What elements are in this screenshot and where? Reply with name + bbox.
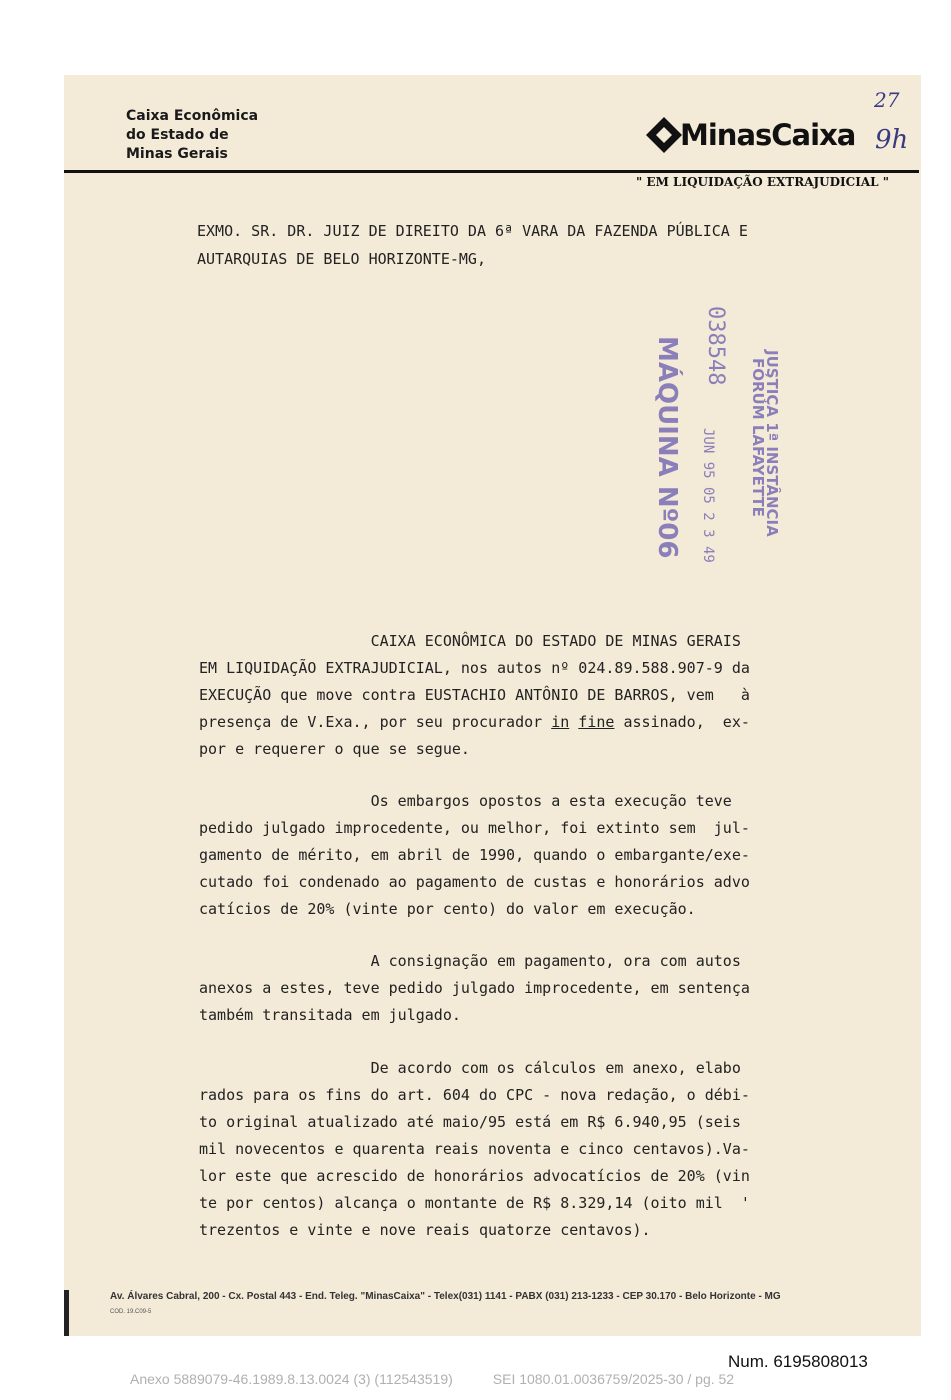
protocol-stamp xyxy=(643,300,783,590)
stamp-machine: MÁQUINA Nº06 xyxy=(652,336,682,559)
p3-line1: A consignação em pagamento, ora com autos xyxy=(199,952,741,970)
liquidation-status: " EM LIQUIDAÇÃO EXTRAJUDICIAL " xyxy=(636,175,890,189)
p4-line5: lor este que acrescido de honorários advocatícios de 20% (vin xyxy=(199,1167,750,1185)
sei-annotation xyxy=(130,1371,774,1387)
paragraph-consignacao xyxy=(199,948,839,1029)
p1-line4-end: assinado, ex- xyxy=(614,713,750,731)
p2-line2: pedido julgado improcedente, ou melhor, foi extinto sem jul- xyxy=(199,819,750,837)
paragraph-calculos xyxy=(199,1055,839,1244)
p3-line3: também transitada em julgado. xyxy=(199,1006,461,1024)
stamp-court-line2: FÓRUM LAFAYETTE xyxy=(749,358,767,517)
document-number: Num. 6195808013 xyxy=(728,1352,868,1371)
p1-line5: por e requerer o que se segue. xyxy=(199,740,470,758)
handwritten-rubric: 9h xyxy=(875,125,909,155)
logo-text: MinasCaixa xyxy=(680,118,856,152)
minascaixa-logo xyxy=(644,113,855,157)
sei-reference: SEI 1080.01.0036759/2025-30 / pg. 52 xyxy=(492,1371,735,1387)
p1-line3: EXECUÇÃO que move contra EUSTACHIO ANTÔNIO DE BARROS, vem à xyxy=(199,686,750,704)
p2-line3: gamento de mérito, em abril de 1990, quando o embargante/exe- xyxy=(199,846,750,864)
stamp-date: JUN 95 05 2 3 49 xyxy=(700,428,716,563)
minascaixa-logo-icon xyxy=(644,115,684,155)
p4-line3: to original atualizado até maio/95 está em R$ 6.940,95 (seis xyxy=(199,1113,741,1131)
p1-line4-space xyxy=(569,713,578,731)
p1-line4-start: presença de V.Exa., por seu procurador xyxy=(199,713,552,731)
bank-name-line2: do Estado de xyxy=(126,127,229,143)
addressee-line1: EXMO. SR. DR. JUIZ DE DIREITO DA 6ª VARA DA FAZENDA PÚBLICA E xyxy=(197,222,748,240)
in-term: in xyxy=(551,713,570,731)
stamp-protocol-number: 038548 xyxy=(703,306,728,386)
handwritten-page-number: 27 xyxy=(874,88,900,112)
p4-line6: te por centos) alcança o montante de R$ 8.329,14 (oito mil ' xyxy=(199,1194,750,1212)
p2-line4: cutado foi condenado ao pagamento de custas e honorários advo xyxy=(199,873,750,891)
anexo-reference: Anexo 5889079-46.1989.8.13.0024 (3) (112543519) xyxy=(130,1371,453,1387)
addressee-block xyxy=(197,217,748,273)
p1-line1: CAIXA ECONÔMICA DO ESTADO DE MINAS GERAIS xyxy=(199,632,741,650)
p4-line4: mil novecentos e quarenta reais noventa e cinco centavos).Va- xyxy=(199,1140,750,1158)
fine-term: fine xyxy=(578,713,615,731)
p4-line1: De acordo com os cálculos em anexo, elabo xyxy=(199,1059,741,1077)
p1-line4 xyxy=(199,709,839,736)
stamp-court-line1: JUSTIÇA 1ª INSTÂNCIA xyxy=(763,350,781,537)
form-code: COD. 19.C09-5 xyxy=(110,1309,152,1315)
p4-line7: trezentos e vinte e nove reais quatorze centavos). xyxy=(199,1221,651,1239)
p3-line2: anexos a estes, teve pedido julgado improcedente, em sentença xyxy=(199,979,750,997)
letterhead-footer-address: Av. Álvares Cabral, 200 - Cx. Postal 443 - End. Teleg. "MinasCaixa" - Telex(031) 1141 - PABX (031) 213-1233 - CEP 30.170 - Belo Horizonte - MG xyxy=(110,1291,781,1302)
addressee-line2: AUTARQUIAS DE BELO HORIZONTE-MG, xyxy=(197,250,486,268)
p1-line2: EM LIQUIDAÇÃO EXTRAJUDICIAL, nos autos nº 024.89.588.907-9 da xyxy=(199,659,750,677)
p4-line2: rados para os fins do art. 604 do CPC - nova redação, o débi- xyxy=(199,1086,750,1104)
paragraph-embargos xyxy=(199,788,839,923)
header-divider xyxy=(64,170,919,173)
p2-line1: Os embargos opostos a esta execução teve xyxy=(199,792,732,810)
bank-name-block xyxy=(126,107,258,164)
bank-name-line3: Minas Gerais xyxy=(126,146,228,162)
p2-line5: catícios de 20% (vinte por cento) do valor em execução. xyxy=(199,900,696,918)
bank-name-line1: Caixa Econômica xyxy=(126,108,259,124)
scan-edge-shadow xyxy=(64,1290,69,1336)
paragraph-intro xyxy=(199,628,839,763)
